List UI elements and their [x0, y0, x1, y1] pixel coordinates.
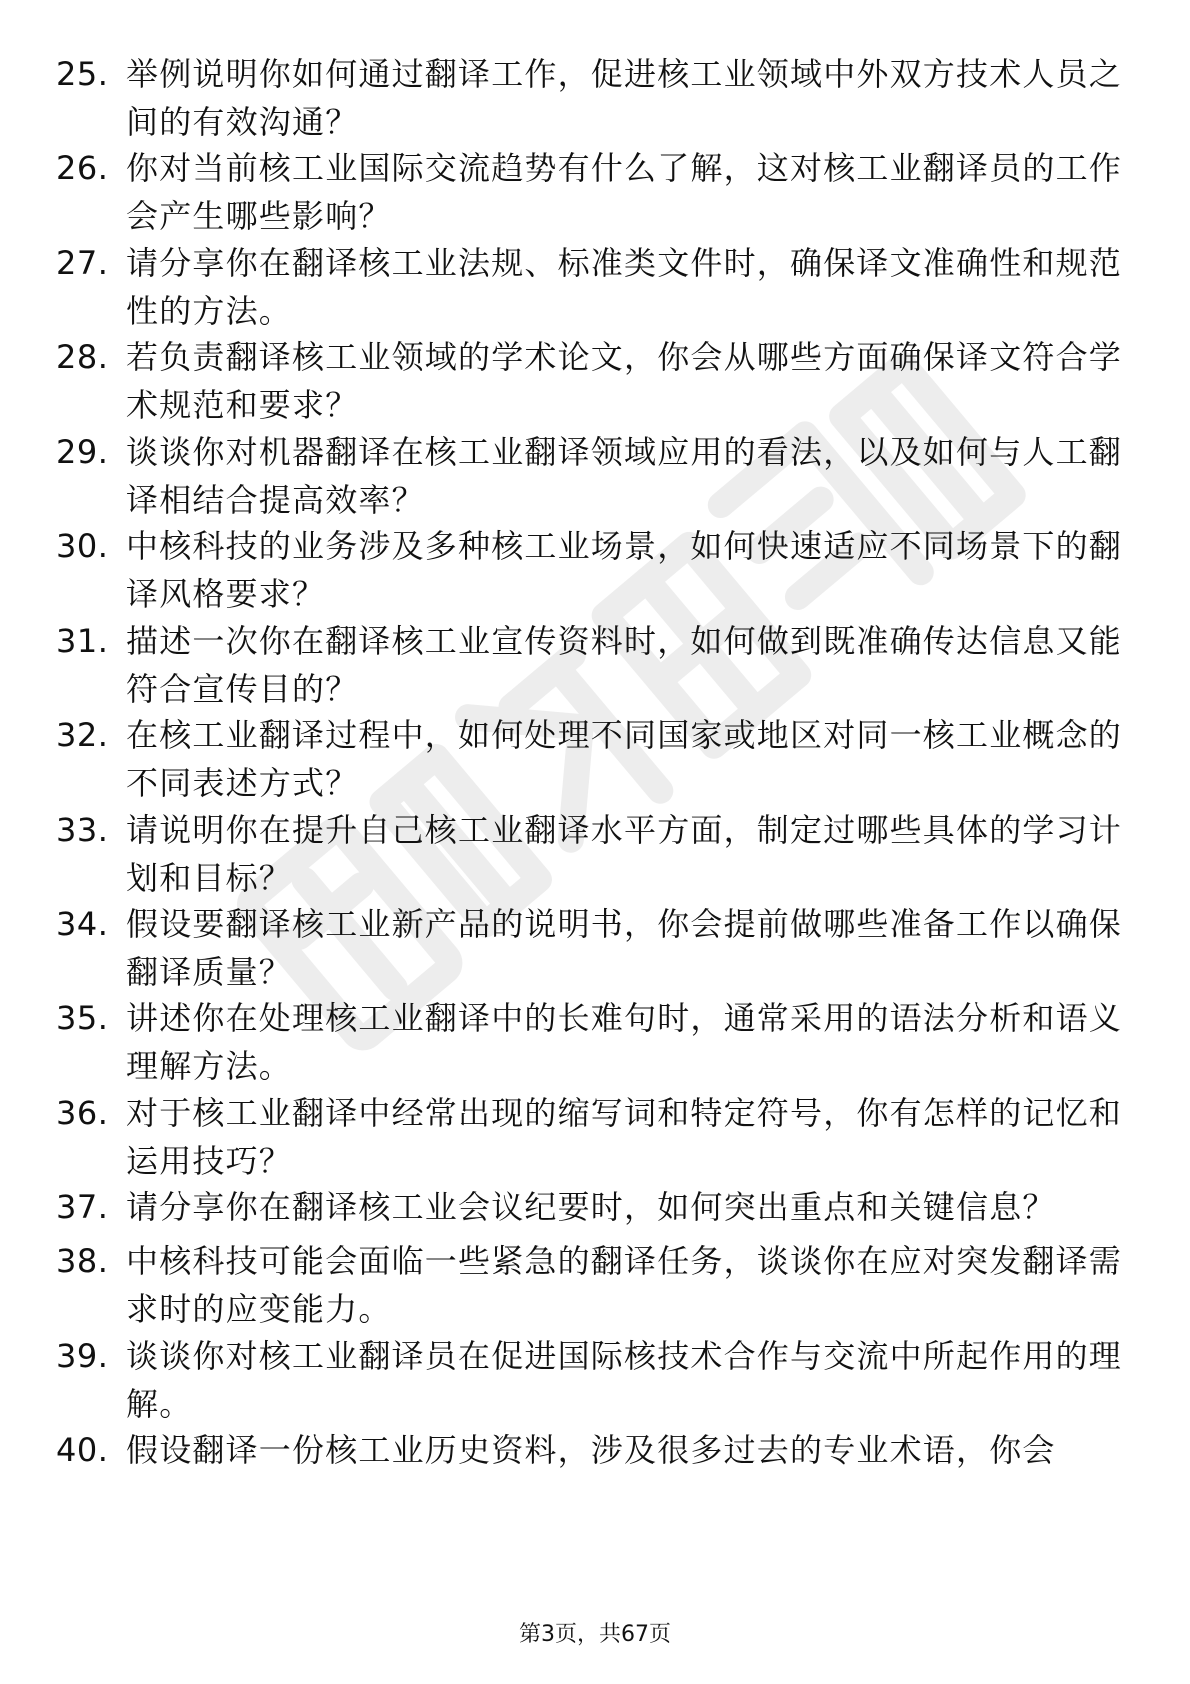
item-number: 35. — [56, 999, 109, 1037]
page-number-label: 第3页，共67页 — [519, 1622, 671, 1647]
page-footer — [0, 1620, 1190, 1650]
item-text: 假设翻译一份核工业历史资料，涉及很多过去的专业术语，你会 — [126, 1431, 1056, 1469]
item-number: 40. — [56, 1431, 109, 1469]
item-text: 讲述你在处理核工业翻译中的长难句时，通常采用的语法分析和语义理解方法。 — [126, 999, 1123, 1085]
item-text: 请分享你在翻译核工业法规、标准类文件时，确保译文准确性和规范性的方法。 — [126, 244, 1123, 330]
item-text: 对于核工业翻译中经常出现的缩写词和特定符号，你有怎样的记忆和运用技巧？ — [126, 1094, 1123, 1180]
item-number: 25. — [56, 55, 109, 93]
item-text: 谈谈你对机器翻译在核工业翻译领域应用的看法，以及如何与人工翻译相结合提高效率？ — [126, 433, 1123, 519]
item-text: 请说明你在提升自己核工业翻译水平方面，制定过哪些具体的学习计划和目标？ — [126, 811, 1123, 897]
item-number: 32. — [56, 716, 109, 754]
item-number: 38. — [56, 1242, 109, 1280]
item-number: 37. — [56, 1188, 109, 1226]
item-number: 36. — [56, 1094, 109, 1132]
item-text: 谈谈你对核工业翻译员在促进国际核技术合作与交流中所起作用的理解。 — [126, 1337, 1123, 1423]
item-number: 26. — [56, 149, 109, 187]
item-number: 27. — [56, 244, 109, 282]
item-text: 请分享你在翻译核工业会议纪要时，如何突出重点和关键信息？ — [126, 1188, 1056, 1226]
item-number: 39. — [56, 1337, 109, 1375]
item-number: 30. — [56, 527, 109, 565]
item-text: 描述一次你在翻译核工业宣传资料时，如何做到既准确传达信息又能符合宣传目的？ — [126, 622, 1123, 708]
item-text: 中核科技可能会面临一些紧急的翻译任务，谈谈你在应对突发翻译需求时的应变能力。 — [126, 1242, 1123, 1328]
item-number: 34. — [56, 905, 109, 943]
item-text: 举例说明你如何通过翻译工作，促进核工业领域中外双方技术人员之间的有效沟通？ — [126, 55, 1123, 141]
item-text: 在核工业翻译过程中，如何处理不同国家或地区对同一核工业概念的不同表述方式？ — [126, 716, 1123, 802]
item-number: 28. — [56, 338, 109, 376]
item-text: 中核科技的业务涉及多种核工业场景，如何快速适应不同场景下的翻译风格要求？ — [126, 527, 1123, 613]
item-number: 33. — [56, 811, 109, 849]
item-text: 若负责翻译核工业领域的学术论文，你会从哪些方面确保译文符合学术规范和要求？ — [126, 338, 1123, 424]
item-text: 假设要翻译核工业新产品的说明书，你会提前做哪些准备工作以确保翻译质量？ — [126, 905, 1123, 991]
item-number: 29. — [56, 433, 109, 471]
item-number: 31. — [56, 622, 109, 660]
item-text: 你对当前核工业国际交流趋势有什么了解，这对核工业翻译员的工作会产生哪些影响？ — [126, 149, 1123, 235]
